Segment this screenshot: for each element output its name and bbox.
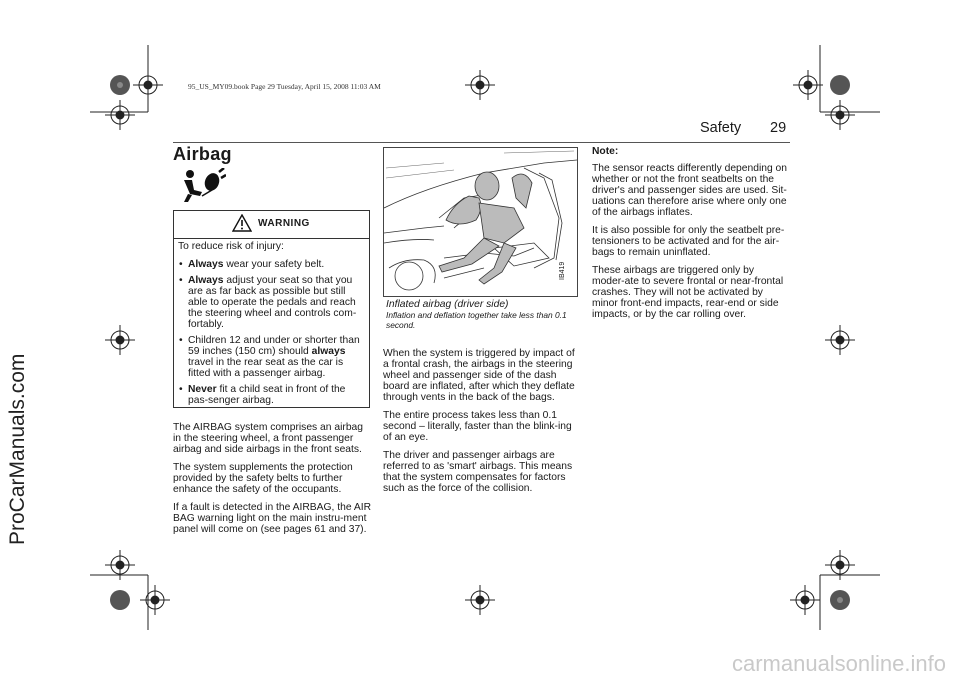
car-interior-airbag-illustration [383, 147, 578, 297]
paragraph: The sensor reacts differently depending on whether or not the front seatbelts on the driver's and passenger sides are used. Sit-uations can therefore arise where only one of the airbags inflates. [592, 163, 788, 218]
airbag-person-icon [178, 168, 226, 206]
paragraph: These airbags are triggered only by moder-ate to severe frontal or near-frontal crashes. They will not be activated by minor front-end impacts, rear-end or side impacts, or by the car rolling over. [592, 265, 784, 320]
warning-box [173, 210, 370, 408]
figure-subcaption: Inflation and deflation together take less than 0.1 second. [386, 310, 567, 330]
note-section [592, 146, 789, 327]
header-rule [173, 142, 790, 143]
warning-triangle-icon [232, 214, 252, 232]
warning-header [174, 211, 369, 239]
paragraph: It is also possible for only the seatbelt pre-tensioners to be activated and for the air-bags to remain uninflated. [592, 225, 785, 258]
figure-code: IB419 [559, 261, 566, 280]
header-section: Safety [700, 120, 742, 136]
note-title: Note: [592, 146, 619, 157]
paragraph: If a fault is detected in the AIRBAG, the AIR BAG warning light on the main instru-ment panel will come on (see pages 61 and 37). [173, 502, 372, 535]
page-title: Airbag [173, 144, 232, 164]
warning-item: • Children 12 and under or shorter than 59 inches (150 cm) should always travel in the rear seat as the car is fitted with a passenger airbag. [178, 335, 365, 379]
print-slug: 95_US_MY09.book Page 29 Tuesday, April 15, 2008 11:03 AM [188, 82, 381, 91]
warning-body [178, 241, 365, 411]
intro-text [173, 422, 373, 542]
paragraph: The system supplements the protection provided by the safety belts to further enhance the safety of the occupants. [173, 462, 353, 495]
paragraph: The AIRBAG system comprises an airbag in the steering wheel, a front passenger airbag and side airbags in the front seats. [173, 422, 363, 455]
warning-title: WARNING [258, 218, 310, 229]
warning-intro: To reduce risk of injury: [178, 241, 284, 252]
paragraph: When the system is triggered by impact of a frontal crash, the airbags in the steering wheel and passenger side of the dash board are inflated, after which they deflate through vents in the back of the bags. [383, 348, 575, 403]
page-number: 29 [770, 120, 787, 136]
system-description [383, 348, 578, 501]
warning-item: • Always wear your safety belt. [178, 259, 365, 270]
paragraph: The driver and passenger airbags are referred to as 'smart' airbags. This means that the system compensates for factors such as the force of the collision. [383, 450, 573, 494]
warning-item: • Never fit a child seat in front of the pas-senger airbag. [178, 384, 365, 406]
footer-watermark: carmanualsonline.info [731, 651, 946, 676]
warning-list [178, 259, 365, 406]
paragraph: The entire process takes less than 0.1 second – literally, faster than the blink-ing of an eye. [383, 410, 572, 443]
warning-item: • Always adjust your seat so that you are as far back as possible but still able to operate the pedals and reach the steering wheel and controls com-fortably. [178, 275, 365, 330]
side-watermark: ProCarManuals.com [6, 353, 29, 545]
figure-caption: Inflated airbag (driver side) [386, 299, 509, 310]
